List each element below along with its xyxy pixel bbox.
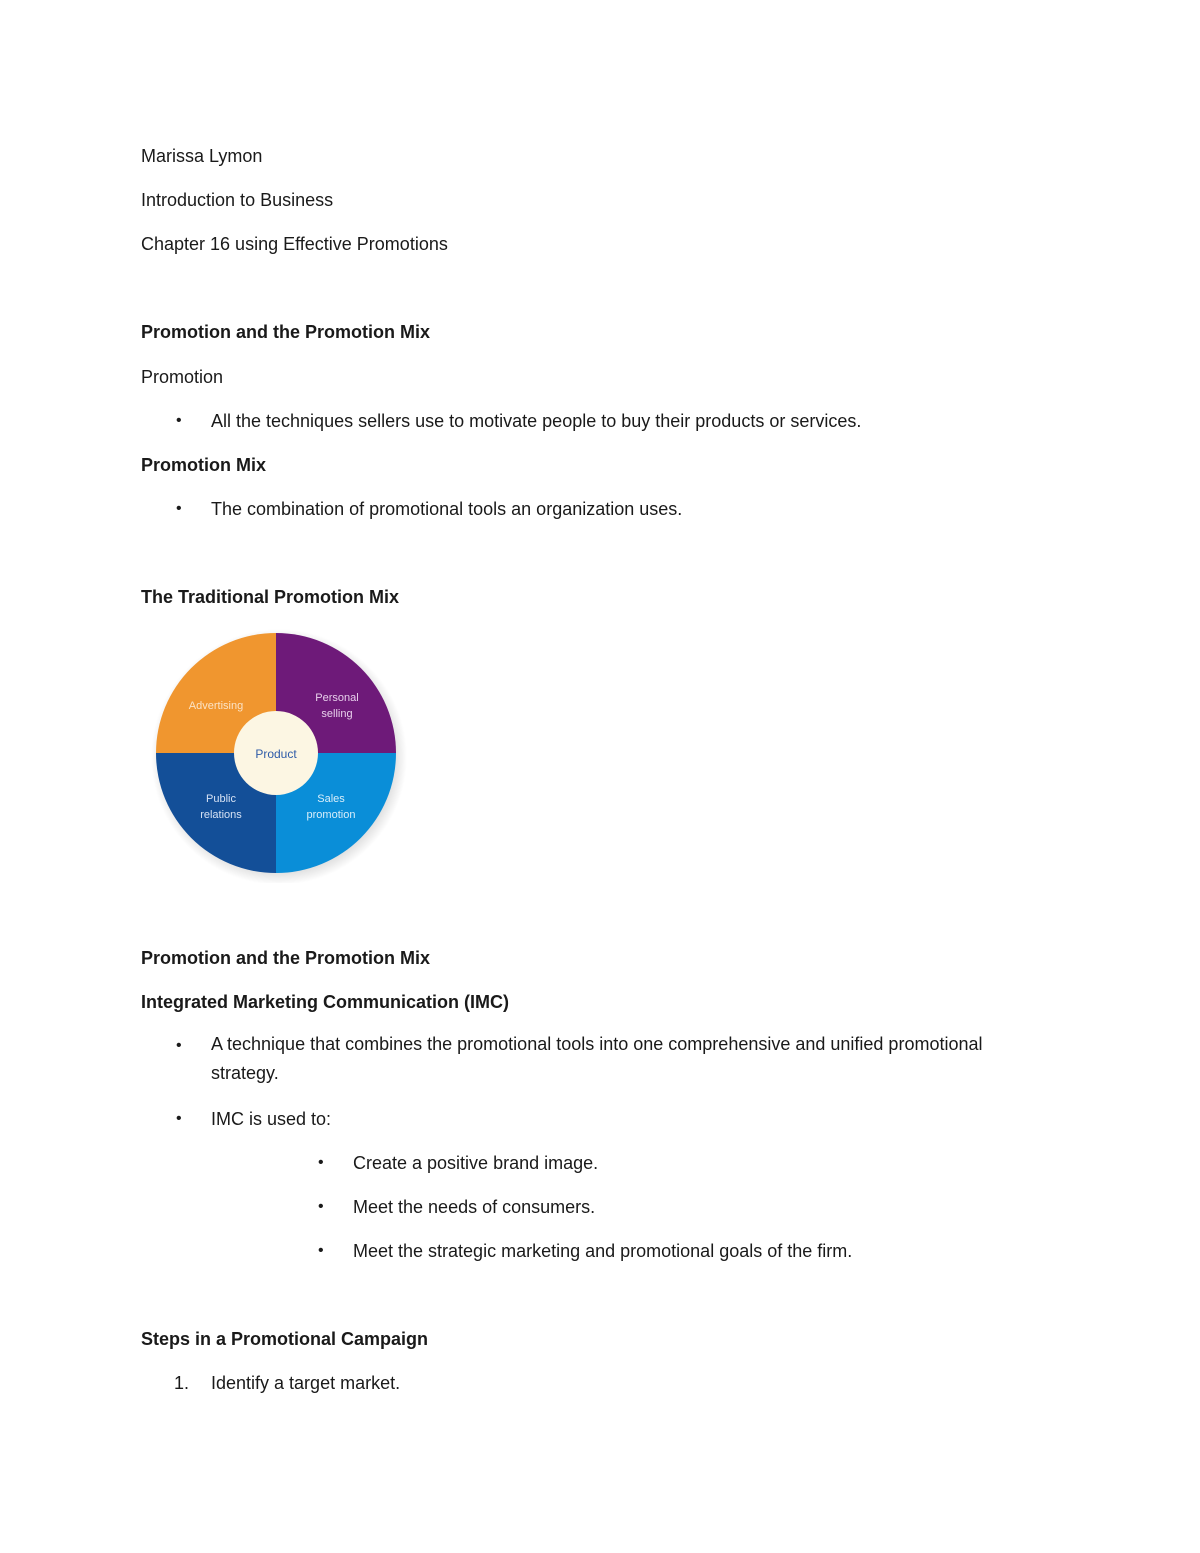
imc-used-to: IMC is used to: (211, 1109, 332, 1129)
bullet-icon: • (176, 412, 182, 429)
author-name: Marissa Lymon (141, 146, 263, 166)
section-heading-promotion-mix-2: Promotion and the Promotion Mix (141, 948, 430, 968)
chapter-title: Chapter 16 using Effective Promotions (141, 234, 448, 254)
step-text: Identify a target market. (211, 1373, 401, 1393)
personal-selling-label-2: selling (321, 708, 353, 720)
imc-use-item: Create a positive brand image. (353, 1153, 599, 1173)
bullet-icon: • (176, 1110, 182, 1127)
bullet-icon: • (318, 1242, 324, 1259)
imc-heading: Integrated Marketing Communication (IMC) (141, 992, 510, 1012)
step-number: 1. (174, 1373, 190, 1393)
promotion-mix-diagram (141, 627, 411, 883)
imc-use-item: Meet the strategic marketing and promotional goals of the firm. (353, 1241, 853, 1261)
advertising-label: Advertising (188, 700, 244, 712)
section-heading-promotion-mix: Promotion and the Promotion Mix (141, 322, 430, 342)
term-promotion-mix: Promotion Mix (141, 455, 266, 475)
sales-promotion-label-1: Sales (317, 793, 345, 805)
imc-use-item: Meet the needs of consumers. (353, 1197, 596, 1217)
bullet-icon: • (318, 1198, 324, 1215)
promotion-definition: All the techniques sellers use to motivate people to buy their products or services. (211, 411, 862, 431)
sales-promotion-label-2: promotion (306, 809, 356, 821)
bullet-icon: • (176, 500, 182, 517)
imc-definition: A technique that combines the promotional tools into one comprehensive and unified promotional strategy. (211, 1034, 983, 1083)
personal-selling-label-1: Personal (315, 692, 359, 704)
bullet-icon: • (176, 1037, 182, 1054)
course-title: Introduction to Business (141, 190, 334, 210)
promotion-mix-definition: The combination of promotional tools an organization uses. (211, 499, 683, 519)
public-relations-label-2: relations (200, 809, 242, 821)
section-heading-campaign-steps: Steps in a Promotional Campaign (141, 1329, 429, 1349)
bullet-icon: • (318, 1154, 324, 1171)
section-heading-traditional-mix: The Traditional Promotion Mix (141, 587, 400, 607)
product-label: Product (255, 747, 297, 761)
public-relations-label-1: Public (206, 793, 236, 805)
term-promotion: Promotion (141, 367, 224, 387)
